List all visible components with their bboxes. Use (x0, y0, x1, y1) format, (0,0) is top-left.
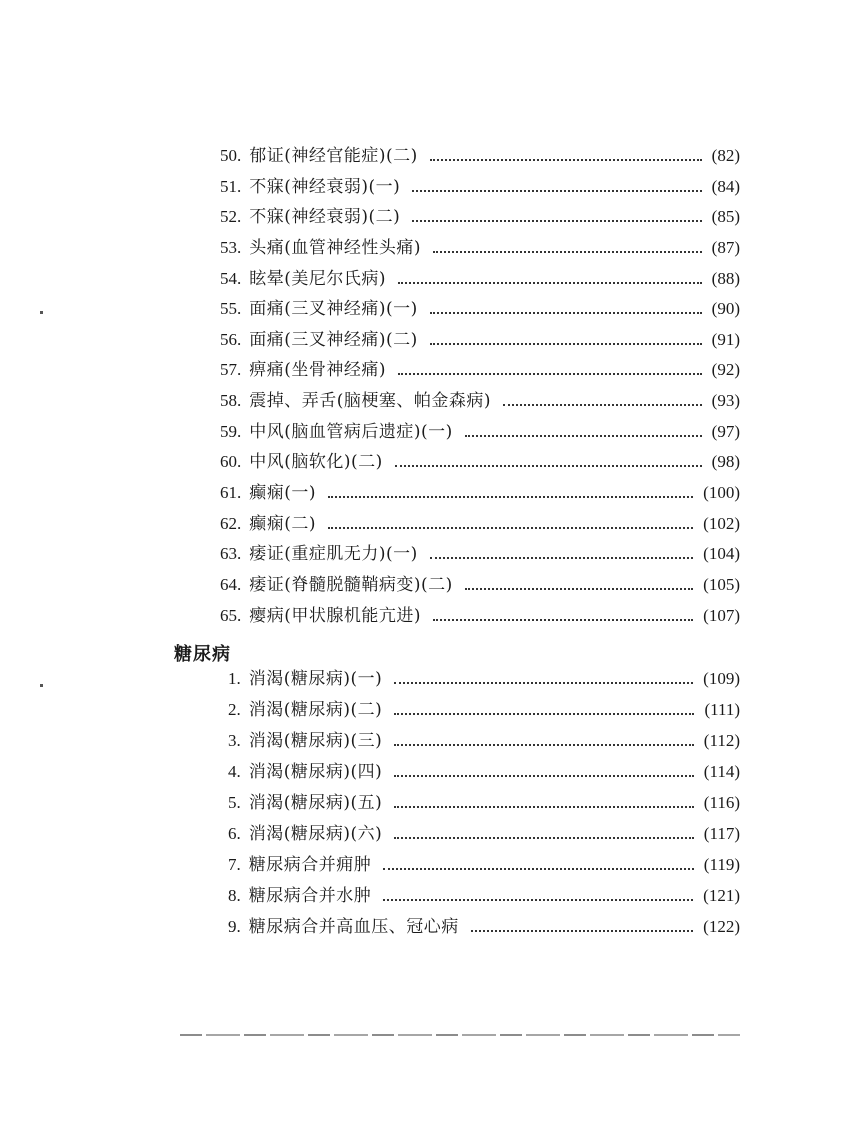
dot-leader (394, 835, 694, 839)
toc-entry-page: (122) (703, 917, 740, 936)
dot-leader (398, 371, 702, 375)
toc-entry-title: 面痛(三叉神经痛)(一) (249, 299, 418, 319)
toc-entry-number: 51. (220, 177, 242, 196)
toc-entry[interactable] (220, 449, 740, 475)
dot-leader (328, 494, 693, 498)
toc-entry-title: 瘿病(甲状腺机能亢进) (249, 606, 422, 626)
toc-entry-number: 63. (220, 544, 242, 563)
toc-entry-page: (119) (703, 855, 740, 874)
toc-entry[interactable] (220, 790, 740, 816)
toc-entry-title: 中风(脑血管病后遗症)(一) (249, 422, 453, 442)
toc-entry-page: (100) (703, 483, 740, 502)
dot-leader (433, 249, 702, 253)
section-heading-diabetes: 糖尿病 (174, 644, 231, 665)
toc-entry-page: (91) (711, 330, 740, 349)
toc-entry-number: 4. (228, 762, 241, 781)
scan-speck (40, 311, 43, 314)
toc-entry-title: 不寐(神经衰弱)(一) (249, 177, 401, 197)
toc-entry-number: 53. (220, 238, 242, 257)
toc-entry-page: (114) (703, 762, 740, 781)
dot-leader (394, 773, 694, 777)
toc-entry-number: 54. (220, 269, 242, 288)
toc-entry-page: (84) (711, 177, 740, 196)
toc-entry-page: (92) (711, 360, 740, 379)
toc-entry[interactable] (220, 174, 740, 200)
toc-entry-title: 面痛(三叉神经痛)(二) (249, 330, 418, 350)
toc-entry-number: 57. (220, 360, 242, 379)
toc-entry-title: 痿证(脊髓脱髓鞘病变)(二) (249, 575, 453, 595)
dot-leader (430, 157, 702, 161)
toc-entry-title: 消渴(糖尿病)(五) (248, 793, 383, 813)
dot-leader (433, 617, 693, 621)
toc-entry[interactable] (220, 266, 740, 292)
toc-entry-number: 59. (220, 422, 242, 441)
toc-entry[interactable] (220, 666, 740, 692)
toc-entry-page: (102) (703, 514, 740, 533)
toc-entry[interactable] (220, 852, 740, 878)
dot-leader (503, 402, 702, 406)
dot-leader (395, 463, 702, 467)
dot-leader (471, 928, 693, 932)
toc-entry[interactable] (220, 541, 740, 567)
toc-entry[interactable] (220, 821, 740, 847)
toc-entry-page: (109) (703, 669, 740, 688)
toc-entry[interactable] (220, 327, 740, 353)
toc-entry-number: 65. (220, 606, 242, 625)
toc-entry[interactable] (220, 572, 740, 598)
toc-entry-page: (93) (711, 391, 740, 410)
dot-leader (430, 341, 702, 345)
toc-entry-page: (116) (703, 793, 740, 812)
toc-entry-title: 眩晕(美尼尔氏病) (249, 269, 387, 289)
dot-leader (394, 680, 693, 684)
toc-entry-page: (111) (704, 700, 740, 719)
toc-entry-number: 6. (228, 824, 241, 843)
toc-entry-page: (107) (703, 606, 740, 625)
toc-entry-title: 消渴(糖尿病)(二) (248, 700, 383, 720)
toc-entry[interactable] (220, 480, 740, 506)
toc-entry[interactable] (220, 357, 740, 383)
toc-entry[interactable] (220, 728, 740, 754)
toc-entry[interactable] (220, 204, 740, 230)
toc-entry-title: 糖尿病合并痈肿 (248, 855, 372, 875)
dot-leader (394, 804, 694, 808)
toc-entry-page: (98) (711, 452, 740, 471)
dot-leader (412, 218, 701, 222)
toc-entry[interactable] (220, 511, 740, 537)
dot-leader (430, 310, 702, 314)
toc-entry-number: 58. (220, 391, 242, 410)
toc-entry-page: (112) (703, 731, 740, 750)
toc-entry-page: (121) (703, 886, 740, 905)
toc-entry[interactable] (220, 419, 740, 445)
toc-entry-page: (88) (711, 269, 740, 288)
toc-entry-title: 消渴(糖尿病)(四) (248, 762, 383, 782)
toc-entry-title: 震掉、弄舌(脑梗塞、帕金森病) (249, 391, 492, 411)
toc-entry[interactable] (220, 143, 740, 169)
dot-leader (328, 525, 693, 529)
toc-entry-number: 2. (228, 700, 241, 719)
toc-entry-number: 55. (220, 299, 242, 318)
toc-entry-number: 60. (220, 452, 242, 471)
dot-leader (465, 586, 693, 590)
toc-entry-number: 64. (220, 575, 242, 594)
toc-entry-page: (82) (711, 146, 740, 165)
toc-entry-title: 癫痫(二) (249, 514, 317, 534)
toc-entry[interactable] (220, 914, 740, 940)
toc-entry-number: 61. (220, 483, 242, 502)
toc-entry-number: 5. (228, 793, 241, 812)
toc-entry-title: 糖尿病合并高血压、冠心病 (248, 917, 459, 937)
toc-entry-title: 郁证(神经官能症)(二) (249, 146, 418, 166)
toc-entry-title: 中风(脑软化)(二) (249, 452, 383, 472)
toc-entry-number: 62. (220, 514, 242, 533)
toc-entry-title: 糖尿病合并水肿 (248, 886, 372, 906)
toc-entry[interactable] (220, 697, 740, 723)
toc-entry[interactable] (220, 603, 740, 629)
toc-entry-number: 52. (220, 207, 242, 226)
toc-entry-title: 痹痛(坐骨神经痛) (249, 360, 387, 380)
toc-entry[interactable] (220, 759, 740, 785)
toc-entry-title: 消渴(糖尿病)(六) (248, 824, 383, 844)
toc-entry-page: (87) (711, 238, 740, 257)
dot-leader (412, 188, 701, 192)
toc-entry[interactable] (220, 296, 740, 322)
toc-entry-number: 3. (228, 731, 241, 750)
toc-entry-page: (117) (703, 824, 740, 843)
toc-entry-number: 8. (228, 886, 241, 905)
toc-entry-title: 癫痫(一) (249, 483, 317, 503)
dot-leader (394, 742, 694, 746)
dot-leader (430, 555, 693, 559)
toc-entry-page: (85) (711, 207, 740, 226)
dot-leader (394, 711, 694, 715)
toc-entry-title: 消渴(糖尿病)(三) (248, 731, 383, 751)
toc-entry-page: (90) (711, 299, 740, 318)
toc-entry[interactable] (220, 235, 740, 261)
toc-entry-page: (105) (703, 575, 740, 594)
toc-entry-page: (97) (711, 422, 740, 441)
toc-entry-page: (104) (703, 544, 740, 563)
toc-entry-number: 50. (220, 146, 242, 165)
scan-speck (40, 684, 43, 687)
toc-entry-title: 不寐(神经衰弱)(二) (249, 207, 401, 227)
toc-entry[interactable] (220, 388, 740, 414)
toc-entry-title: 痿证(重症肌无力)(一) (249, 544, 418, 564)
bottom-scan-line (180, 1034, 740, 1036)
toc-entry-number: 9. (228, 917, 241, 936)
toc-entry-title: 消渴(糖尿病)(一) (248, 669, 383, 689)
toc-entry-number: 7. (228, 855, 241, 874)
toc-entry-number: 1. (228, 669, 241, 688)
dot-leader (383, 866, 694, 870)
toc-entry-title: 头痛(血管神经性头痛) (249, 238, 422, 258)
dot-leader (398, 280, 702, 284)
toc-entry-number: 56. (220, 330, 242, 349)
dot-leader (465, 433, 702, 437)
dot-leader (383, 897, 693, 901)
toc-entry[interactable] (220, 883, 740, 909)
